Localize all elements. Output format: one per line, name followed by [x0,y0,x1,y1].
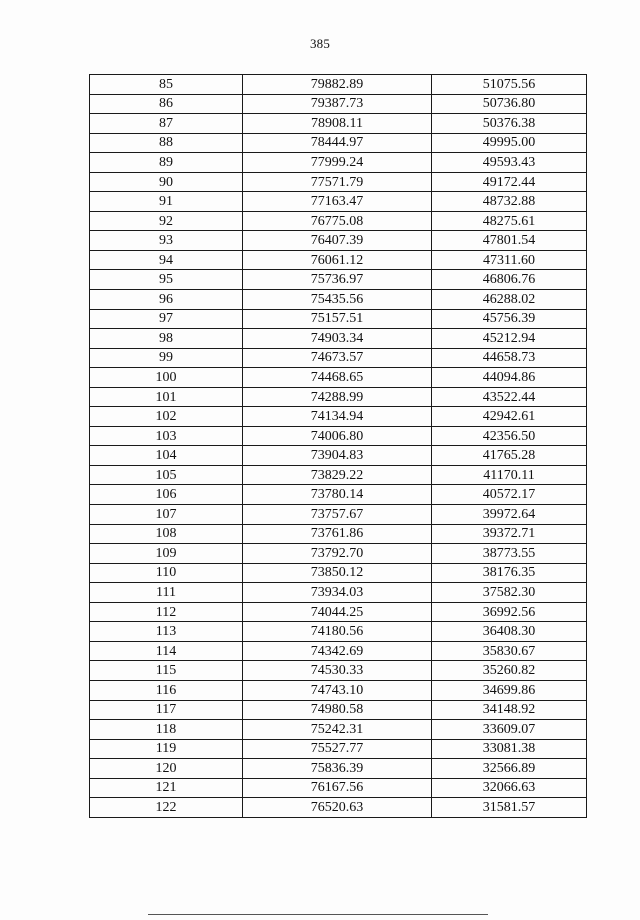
table-row [90,133,587,153]
value-b-cell: 38176.35 [432,563,587,583]
value-a-cell: 74044.25 [243,602,432,622]
value-b-cell: 35830.67 [432,641,587,661]
value-b-cell: 45756.39 [432,309,587,329]
value-a-cell: 73780.14 [243,485,432,505]
value-b-cell: 33609.07 [432,720,587,740]
value-a-cell: 74180.56 [243,622,432,642]
table-row [90,290,587,310]
row-index-cell: 113 [90,622,243,642]
table-row [90,680,587,700]
bottom-rule [148,914,488,915]
data-table [89,74,587,818]
value-a-cell: 76520.63 [243,798,432,818]
table-row [90,192,587,212]
row-index-cell: 117 [90,700,243,720]
value-a-cell: 77163.47 [243,192,432,212]
row-index-cell: 105 [90,465,243,485]
value-b-cell: 40572.17 [432,485,587,505]
row-index-cell: 87 [90,114,243,134]
value-a-cell: 75435.56 [243,290,432,310]
table-row [90,329,587,349]
value-b-cell: 50376.38 [432,114,587,134]
value-a-cell: 75736.97 [243,270,432,290]
row-index-cell: 118 [90,720,243,740]
table-row [90,348,587,368]
row-index-cell: 88 [90,133,243,153]
table-row [90,798,587,818]
row-index-cell: 116 [90,680,243,700]
value-b-cell: 34699.86 [432,680,587,700]
value-a-cell: 79882.89 [243,75,432,95]
table-row [90,602,587,622]
value-b-cell: 51075.56 [432,75,587,95]
value-a-cell: 74903.34 [243,329,432,349]
value-b-cell: 36408.30 [432,622,587,642]
row-index-cell: 95 [90,270,243,290]
value-b-cell: 47801.54 [432,231,587,251]
value-a-cell: 73934.03 [243,583,432,603]
table-row [90,231,587,251]
table-row [90,485,587,505]
value-a-cell: 75242.31 [243,720,432,740]
value-b-cell: 50736.80 [432,94,587,114]
row-index-cell: 121 [90,778,243,798]
row-index-cell: 107 [90,505,243,525]
value-b-cell: 35260.82 [432,661,587,681]
row-index-cell: 96 [90,290,243,310]
value-a-cell: 73850.12 [243,563,432,583]
table-row [90,250,587,270]
value-b-cell: 45212.94 [432,329,587,349]
value-b-cell: 38773.55 [432,544,587,564]
row-index-cell: 110 [90,563,243,583]
value-b-cell: 36992.56 [432,602,587,622]
value-a-cell: 78908.11 [243,114,432,134]
value-b-cell: 49995.00 [432,133,587,153]
page-number: 385 [309,36,331,51]
row-index-cell: 108 [90,524,243,544]
table-body [90,75,587,818]
value-b-cell: 46806.76 [432,270,587,290]
value-b-cell: 39372.71 [432,524,587,544]
table-row [90,407,587,427]
value-a-cell: 76407.39 [243,231,432,251]
table-row [90,524,587,544]
value-b-cell: 44094.86 [432,368,587,388]
row-index-cell: 100 [90,368,243,388]
row-index-cell: 112 [90,602,243,622]
table-row [90,94,587,114]
table-row [90,583,587,603]
table-row [90,700,587,720]
row-index-cell: 106 [90,485,243,505]
value-a-cell: 74288.99 [243,387,432,407]
value-a-cell: 75836.39 [243,759,432,779]
row-index-cell: 93 [90,231,243,251]
value-b-cell: 37582.30 [432,583,587,603]
value-a-cell: 76167.56 [243,778,432,798]
value-a-cell: 74468.65 [243,368,432,388]
value-a-cell: 77571.79 [243,172,432,192]
row-index-cell: 102 [90,407,243,427]
value-b-cell: 49172.44 [432,172,587,192]
table-row [90,172,587,192]
table-row [90,778,587,798]
table-row [90,661,587,681]
row-index-cell: 92 [90,211,243,231]
table-row [90,211,587,231]
table-row [90,759,587,779]
value-b-cell: 42356.50 [432,426,587,446]
row-index-cell: 111 [90,583,243,603]
value-b-cell: 32066.63 [432,778,587,798]
row-index-cell: 122 [90,798,243,818]
value-a-cell: 74342.69 [243,641,432,661]
row-index-cell: 98 [90,329,243,349]
row-index-cell: 91 [90,192,243,212]
row-index-cell: 85 [90,75,243,95]
value-a-cell: 73904.83 [243,446,432,466]
value-b-cell: 41765.28 [432,446,587,466]
table-row [90,114,587,134]
row-index-cell: 86 [90,94,243,114]
row-index-cell: 90 [90,172,243,192]
table-row [90,75,587,95]
value-a-cell: 75527.77 [243,739,432,759]
value-a-cell: 73829.22 [243,465,432,485]
table-row [90,563,587,583]
table-row [90,270,587,290]
value-a-cell: 73757.67 [243,505,432,525]
row-index-cell: 94 [90,250,243,270]
table-row [90,641,587,661]
value-b-cell: 39972.64 [432,505,587,525]
value-b-cell: 46288.02 [432,290,587,310]
table-row [90,465,587,485]
value-b-cell: 42942.61 [432,407,587,427]
value-b-cell: 48275.61 [432,211,587,231]
row-index-cell: 97 [90,309,243,329]
table-row [90,739,587,759]
row-index-cell: 103 [90,426,243,446]
value-b-cell: 41170.11 [432,465,587,485]
value-a-cell: 73761.86 [243,524,432,544]
row-index-cell: 89 [90,153,243,173]
value-b-cell: 49593.43 [432,153,587,173]
value-a-cell: 74134.94 [243,407,432,427]
value-b-cell: 43522.44 [432,387,587,407]
row-index-cell: 120 [90,759,243,779]
row-index-cell: 101 [90,387,243,407]
value-a-cell: 76775.08 [243,211,432,231]
table-row [90,720,587,740]
table-row [90,505,587,525]
value-b-cell: 34148.92 [432,700,587,720]
table-row [90,446,587,466]
row-index-cell: 115 [90,661,243,681]
value-a-cell: 73792.70 [243,544,432,564]
value-a-cell: 74530.33 [243,661,432,681]
value-b-cell: 44658.73 [432,348,587,368]
row-index-cell: 114 [90,641,243,661]
value-a-cell: 74006.80 [243,426,432,446]
table-row [90,387,587,407]
value-b-cell: 31581.57 [432,798,587,818]
table-row [90,426,587,446]
value-a-cell: 79387.73 [243,94,432,114]
table-row [90,153,587,173]
value-b-cell: 48732.88 [432,192,587,212]
value-a-cell: 74673.57 [243,348,432,368]
row-index-cell: 104 [90,446,243,466]
value-b-cell: 47311.60 [432,250,587,270]
value-a-cell: 78444.97 [243,133,432,153]
table-row [90,368,587,388]
value-a-cell: 77999.24 [243,153,432,173]
row-index-cell: 119 [90,739,243,759]
row-index-cell: 109 [90,544,243,564]
table-row [90,309,587,329]
value-a-cell: 75157.51 [243,309,432,329]
value-a-cell: 76061.12 [243,250,432,270]
table-row [90,622,587,642]
table-row [90,544,587,564]
row-index-cell: 99 [90,348,243,368]
value-b-cell: 32566.89 [432,759,587,779]
value-a-cell: 74743.10 [243,680,432,700]
value-b-cell: 33081.38 [432,739,587,759]
value-a-cell: 74980.58 [243,700,432,720]
